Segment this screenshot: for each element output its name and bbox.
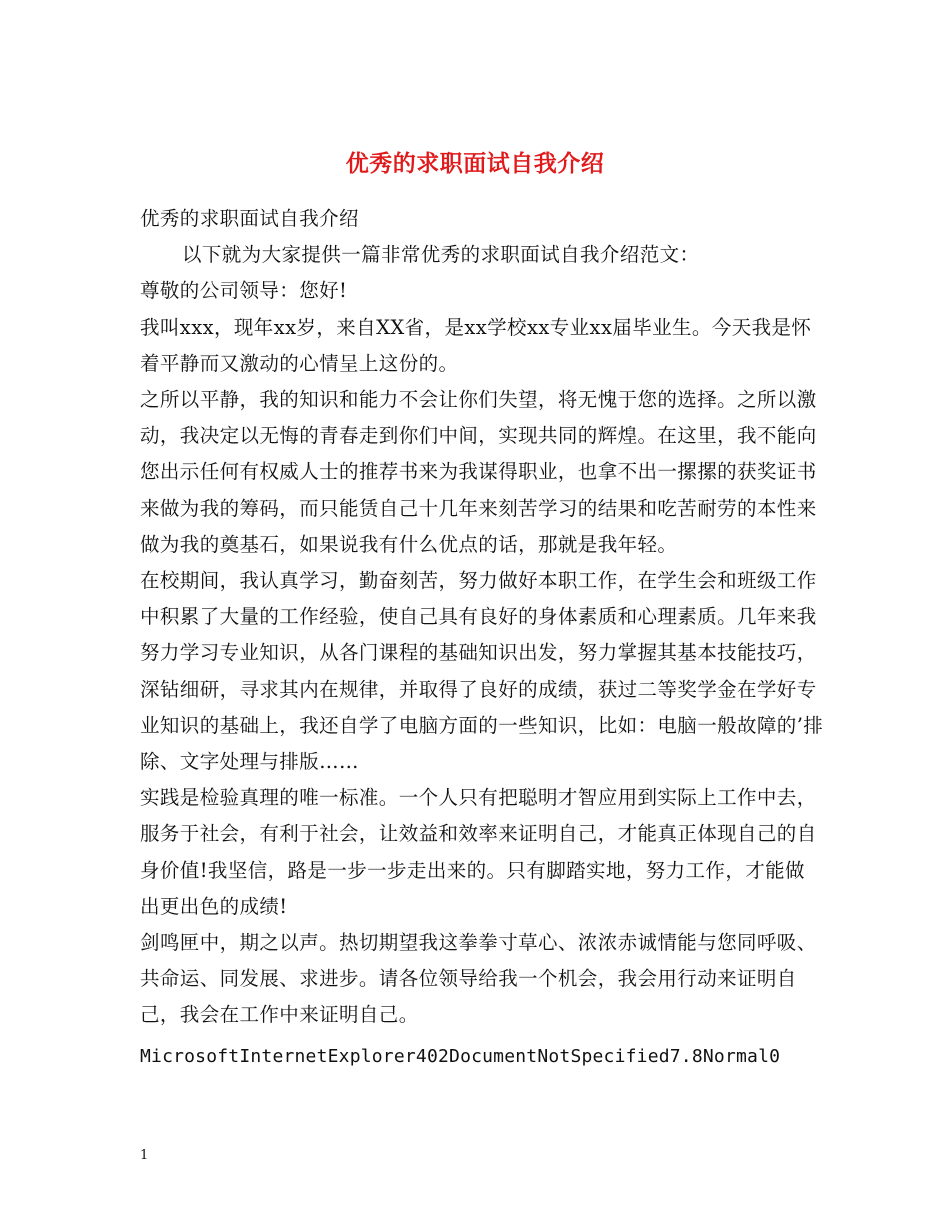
body-paragraph: 在校期间，我认真学习，勤奋刻苦，努力做好本职工作，在学生会和班级工作中积累了大量的工作经验，使自己具有良好的身体素质和心理素质。几年来我努力学习专业知识，从各门课程的基础知识出发，努力掌握其基本技能技巧，深钻细研，寻求其内在规律，并取得了良好的成绩，获过二等奖学金在学好专业知识的基础上，我还自学了电脑方面的一些知识，比如：电脑一般故障的’排除、文字处理与排版…… — [140, 569, 824, 774]
greeting-paragraph: 尊敬的公司领导：您好! — [140, 279, 348, 303]
body-paragraph: 实践是检验真理的唯一标准。一个人只有把聪明才智应用到实际上工作中去，服务于社会，有利于社会，让效益和效率来证明自己，才能真正体现自己的自身价值!我坚信，路是一步一步走出来的。只有脚踏实地，努力工作，才能做出更出色的成绩! — [140, 786, 817, 918]
document-title: 优秀的求职面试自我介绍 — [345, 150, 605, 178]
body-paragraph: 之所以平静，我的知识和能力不会让你们失望，将无愧于您的选择。之所以激动，我决定以无悔的青春走到你们中间，实现共同的辉煌。在这里，我不能向您出示任何有权威人士的推荐书来为我谋得职业，也拿不出一摞摞的获奖证书来做为我的筹码，而只能赁自己十几年来刻苦学习的结果和吃苦耐劳的本性来做为我的奠基石，如果说我有什么优点的话，那就是我年轻。 — [140, 388, 817, 556]
subtitle-paragraph: 优秀的求职面试自我介绍 — [140, 207, 359, 230]
intro-paragraph: 以下就为大家提供一篇非常优秀的求职面试自我介绍范文： — [182, 243, 700, 267]
closing-paragraph: 剑鸣匣中，期之以声。热切期望我这拳拳寸草心、浓浓赤诚情能与您同呼吸、共命运、同发展、求进步。请各位领导给我一个机会，我会用行动来证明自己，我会在工作中来证明自己。 — [140, 931, 817, 1027]
metadata-line: MicrosoftInternetExplorer402DocumentNotSpecified7.8Normal0 — [140, 1045, 781, 1067]
document-body — [140, 201, 824, 1075]
page-number: 1 — [140, 1148, 149, 1163]
body-paragraph: 我叫xxx，现年xx岁，来自XX省，是xx学校xx专业xx届毕业生。今天我是怀着平静而又激动的心情呈上这份的。 — [140, 315, 812, 375]
